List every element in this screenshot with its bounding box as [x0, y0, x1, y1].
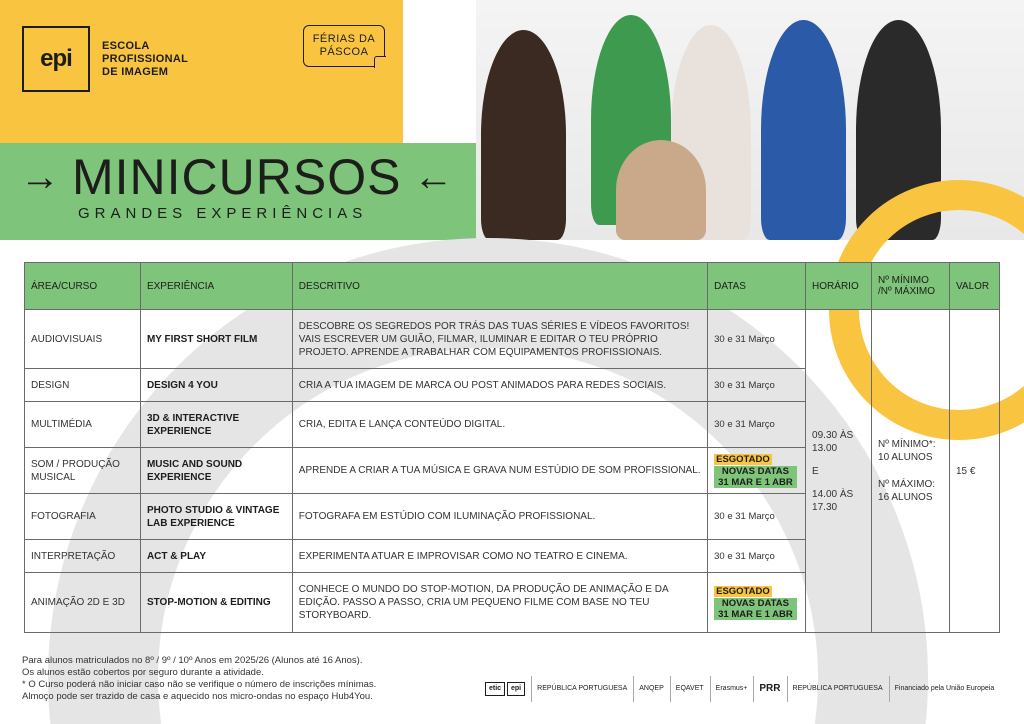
limits-cell: Nº MÍNIMO*: 10 ALUNOS Nº MÁXIMO: 16 ALUNOS	[872, 310, 950, 633]
title-row	[20, 149, 454, 205]
arrow-left-icon: ←	[413, 155, 454, 199]
new-dates-badge: NOVAS DATAS 31 MAR E 1 ABR	[714, 466, 797, 488]
date-cell	[708, 573, 806, 633]
footer-notes: Para alunos matriculados no 8º / 9º / 10º Anos em 2025/26 (Alunos até 16 Anos). Os alunos estão cobertos por seguro durante a atividade. * O Curso poderá não iniciar caso não se verifique o número de inscrições mínimas. Almoço pode ser trazido de casa e aquecido nos micro-ondas no espaço Hub4You.	[22, 655, 377, 702]
experience-cell: MUSIC AND SOUND EXPERIENCE	[140, 448, 292, 494]
new-dates-badge: NOVAS DATAS 31 MAR E 1 ABR	[714, 598, 797, 620]
description-cell: FOTOGRAFA EM ESTÚDIO COM ILUMINAÇÃO PROFISSIONAL.	[292, 494, 707, 540]
partner-logo: REPÚBLICA PORTUGUESA	[787, 676, 883, 702]
school-name: ESCOLA PROFISSIONAL DE IMAGEM	[102, 40, 189, 78]
epi-logo: epi	[22, 26, 90, 92]
area-cell: INTERPRETAÇÃO	[25, 540, 141, 573]
partner-logo: REPÚBLICA PORTUGUESA	[531, 676, 627, 702]
experience-cell: MY FIRST SHORT FILM	[140, 310, 292, 369]
date-cell: 30 e 31 Março	[708, 369, 806, 402]
experience-cell: DESIGN 4 YOU	[140, 369, 292, 402]
table-row	[25, 310, 1000, 369]
col-header: Nº MÍNIMO /Nº MÁXIMO	[872, 263, 950, 310]
col-header: DATAS	[708, 263, 806, 310]
col-header: ÁREA/CURSO	[25, 263, 141, 310]
description-cell: CONHECE O MUNDO DO STOP-MOTION, DA PRODUÇÃO DE ANIMAÇÃO E DA EDIÇÃO. PASSO A PASSO, CRIA UM PEQUENO FILME COM BASE NO TEU STORYBOARD.	[292, 573, 707, 633]
table-header-row	[25, 263, 1000, 310]
arrow-right-icon: →	[20, 155, 60, 199]
date-cell: 30 e 31 Março	[708, 310, 806, 369]
date-cell: 30 e 31 Março	[708, 494, 806, 540]
col-header: EXPERIÊNCIA	[140, 263, 292, 310]
experience-cell: STOP-MOTION & EDITING	[140, 573, 292, 633]
experience-cell: ACT & PLAY	[140, 540, 292, 573]
student-silhouette	[616, 140, 706, 240]
area-cell: AUDIOVISUAIS	[25, 310, 141, 369]
partner-logos	[480, 672, 1010, 706]
partner-logo: PRR	[753, 676, 780, 702]
col-header: HORÁRIO	[806, 263, 872, 310]
experience-cell: 3D & INTERACTIVE EXPERIENCE	[140, 402, 292, 448]
badge-fold-corner	[374, 56, 386, 68]
date-cell: 30 e 31 Março	[708, 540, 806, 573]
student-silhouette	[761, 20, 846, 240]
date-cell	[708, 448, 806, 494]
area-cell: ANIMAÇÃO 2D E 3D	[25, 573, 141, 633]
area-cell: MULTIMÉDIA	[25, 402, 141, 448]
description-cell: DESCOBRE OS SEGREDOS POR TRÁS DAS TUAS SÉRIES E VÍDEOS FAVORITOS! VAIS ESCREVER UM GUIÃO, FILMAR, ILUMINAR E EDITAR O TEU PRÓPRIO PROJETO. APRENDE A TRABALHAR COM EQUIPAMENTOS PROFISSIONAIS.	[292, 310, 707, 369]
col-header: DESCRITIVO	[292, 263, 707, 310]
partner-logo: etic epi	[480, 676, 525, 702]
description-cell: EXPERIMENTA ATUAR E IMPROVISAR COMO NO TEATRO E CINEMA.	[292, 540, 707, 573]
page-title: MINICURSOS	[72, 149, 402, 205]
sold-out-badge: ESGOTADO	[716, 453, 770, 465]
courses-table	[24, 262, 1000, 633]
area-cell: DESIGN	[25, 369, 141, 402]
experience-cell: PHOTO STUDIO & VINTAGE LAB EXPERIENCE	[140, 494, 292, 540]
date-cell: 30 e 31 Março	[708, 402, 806, 448]
easter-holidays-badge: FÉRIAS DA PÁSCOA	[303, 25, 385, 67]
partner-logo: Erasmus+	[710, 676, 748, 702]
description-cell: APRENDE A CRIAR A TUA MÚSICA E GRAVA NUM ESTÚDIO DE SOM PROFISSIONAL.	[292, 448, 707, 494]
student-silhouette	[481, 30, 566, 240]
page-subtitle: GRANDES EXPERIÊNCIAS	[78, 205, 368, 222]
price-cell: 15 €	[949, 310, 999, 633]
area-cell: SOM / PRODUÇÃO MUSICAL	[25, 448, 141, 494]
sold-out-badge: ESGOTADO	[716, 585, 770, 597]
schedule-cell: 09.30 ÀS 13.00 E 14.00 ÀS 17.30	[806, 310, 872, 633]
partner-logo: EQAVET	[670, 676, 704, 702]
col-header: VALOR	[949, 263, 999, 310]
area-cell: FOTOGRAFIA	[25, 494, 141, 540]
partner-logo: ANQEP	[633, 676, 664, 702]
partner-logo: Financiado pela União Europeia	[889, 676, 995, 702]
description-cell: CRIA A TUA IMAGEM DE MARCA OU POST ANIMADOS PARA REDES SOCIAIS.	[292, 369, 707, 402]
description-cell: CRIA, EDITA E LANÇA CONTEÚDO DIGITAL.	[292, 402, 707, 448]
